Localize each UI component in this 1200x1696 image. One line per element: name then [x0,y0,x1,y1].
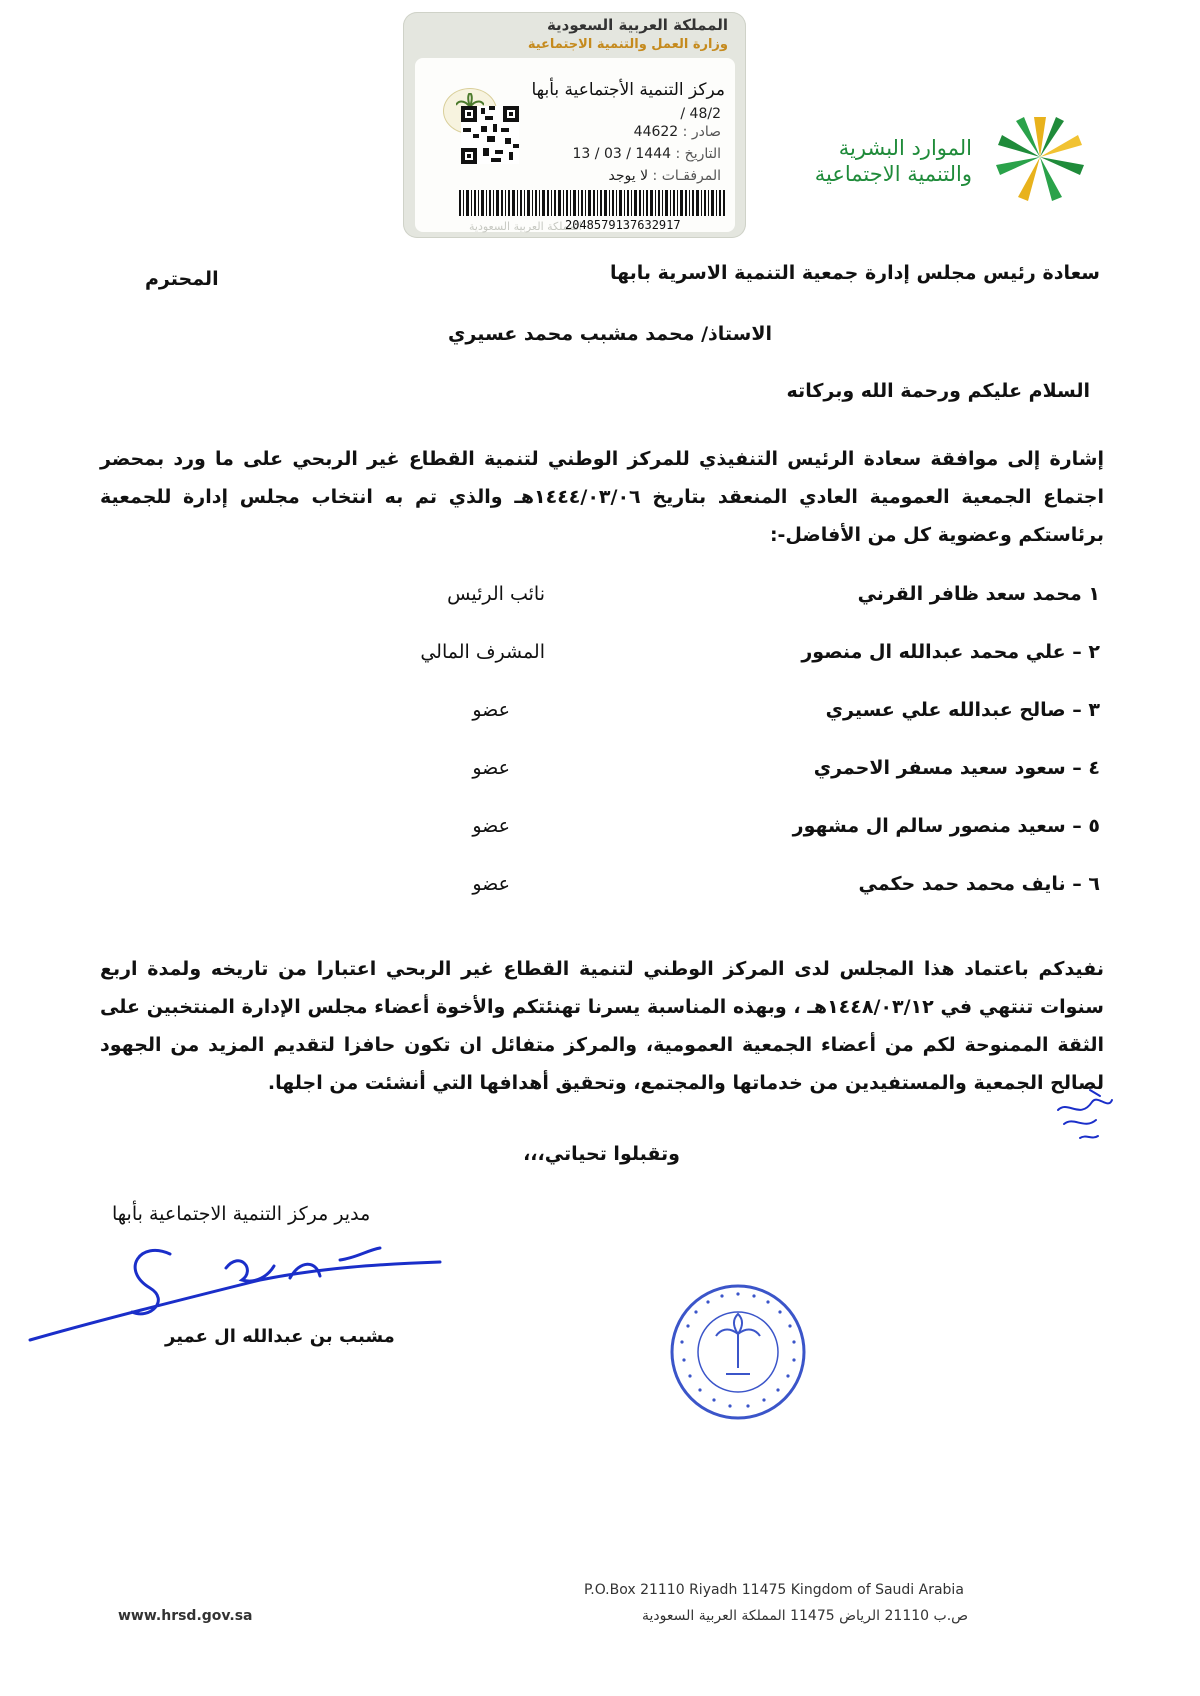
member-role: عضو [472,873,510,895]
barcode-number: 204857913763291‎7 [565,218,681,232]
stamp-issued-value: 44622 [633,124,679,140]
addressee: سعادة رئيس مجلس إدارة جمعية التنمية الاسرية بابها [609,262,1100,284]
list-item [100,815,1100,855]
intro-paragraph: إشارة إلى موافقة سعادة الرئيس التنفيذي للمركز الوطني لتنمية القطاع غير الربحي على ما ورد بمحضر اجتماع الجمعية العمومية العادي المنعقد بتاريخ ١٤٤٤/٠٣/٠٦هـ والذي تم به انتخاب مجلس إدارة للجمعية برئاستكم وعضوية كل من الأفاضل-: [100,448,1104,546]
approval-paragraph: نفيدكم باعتماد هذا المجلس لدى المركز الوطني لتنمية القطاع غير الربحي اعتبارا من تاريخه ولمدة اربع سنوات تنتهي في ١٤٤٨/٠٣/١٢هـ ، وبهذه المناسبة يسرنا تهنئتكم والأخوة أعضاء مجلس الإدارة المنتخبين على الثقة الممنوحة لكم من أعضاء الجمعية العمومية، والمركز متفائل ان تكون حافزا لتقديم المزيد من الجهود لصالح الجمعية والمستفيدين من خدماتها والمجتمع، وتحقيق أهدافها التي أنشئت من اجلها. [100,958,1104,1094]
stamp-center-name: مركز التنمية الأجتماعية بأبها [531,80,725,100]
list-item [100,873,1100,913]
stamp-ref: 48/2 / [680,106,721,122]
member-role: المشرف المالي [420,641,545,663]
footer-address-ar: ص.ب 21110 الرياض 11475 المملكة العربية السعودية [642,1608,969,1624]
stamp-date [572,146,721,162]
stamp-issued [634,124,721,140]
ministry-logo [790,100,1100,200]
footer-address-en: P.O.Box 21110 Riyadh 11475 Kingdom of Saudi Arabia [584,1582,964,1598]
initials-icon [1050,1080,1120,1150]
stamp-date-value: 1444 / 03 / 13 [572,146,672,162]
logo-line-2: والتنمية الاجتماعية [814,162,972,186]
stamp-faint-text: المملكة العربية السعودية [469,220,582,233]
member-role: عضو [472,699,510,721]
stamp-issued-label: صادر : [682,124,721,140]
member-name: ٥ – سعيد منصور سالم ال مشهور [792,815,1100,837]
member-name: ٢ – علي محمد عبدالله ال منصور [801,641,1100,663]
stamp-label [415,58,735,232]
signer-name: مشبب بن عبدالله ال عمير [165,1326,395,1347]
stamp-attachments-label: المرفقـات : [652,168,721,184]
list-item [100,583,1100,623]
stamp-ministry: وزارة العمل والتنمية الاجتماعية [527,37,728,52]
closing: وتقبلوا تحياتي،،، [523,1143,680,1165]
stamp-attachments [609,168,722,184]
barcode-icon [459,190,725,216]
logo-line-1: الموارد البشرية [838,136,972,160]
stamp-kingdom: المملكة العربية السعودية [546,16,728,34]
member-name: ٦ – نايف محمد حمد حكمي [858,873,1100,895]
member-name: ٣ – صالح عبدالله علي عسيري [825,699,1100,721]
greeting: السلام عليكم ورحمة الله وبركاته [786,380,1090,402]
list-item [100,699,1100,739]
registration-stamp [403,12,746,238]
honorific: المحترم [145,268,219,290]
qr-code-icon [461,106,519,164]
recipient-name: الاستاذ/ محمد مشبب محمد عسيري [448,323,772,345]
member-name: ١ محمد سعد ظافر القرني [857,583,1100,605]
list-item [100,641,1100,681]
palm-star-icon [980,112,1100,202]
member-role: نائب الرئيس [447,583,545,605]
member-role: عضو [472,757,510,779]
member-role: عضو [472,815,510,837]
list-item [100,757,1100,797]
stamp-date-label: التاريخ : [675,146,721,162]
stamp-attachments-value: لا يوجد [608,168,649,184]
footer-website: www.hrsd.gov.sa [118,1608,253,1624]
member-name: ٤ – سعود سعيد مسفر الاحمري [813,757,1100,779]
official-seal-icon [668,1282,808,1422]
signer-title: مدير مركز التنمية الاجتماعية بأبها [112,1203,371,1225]
